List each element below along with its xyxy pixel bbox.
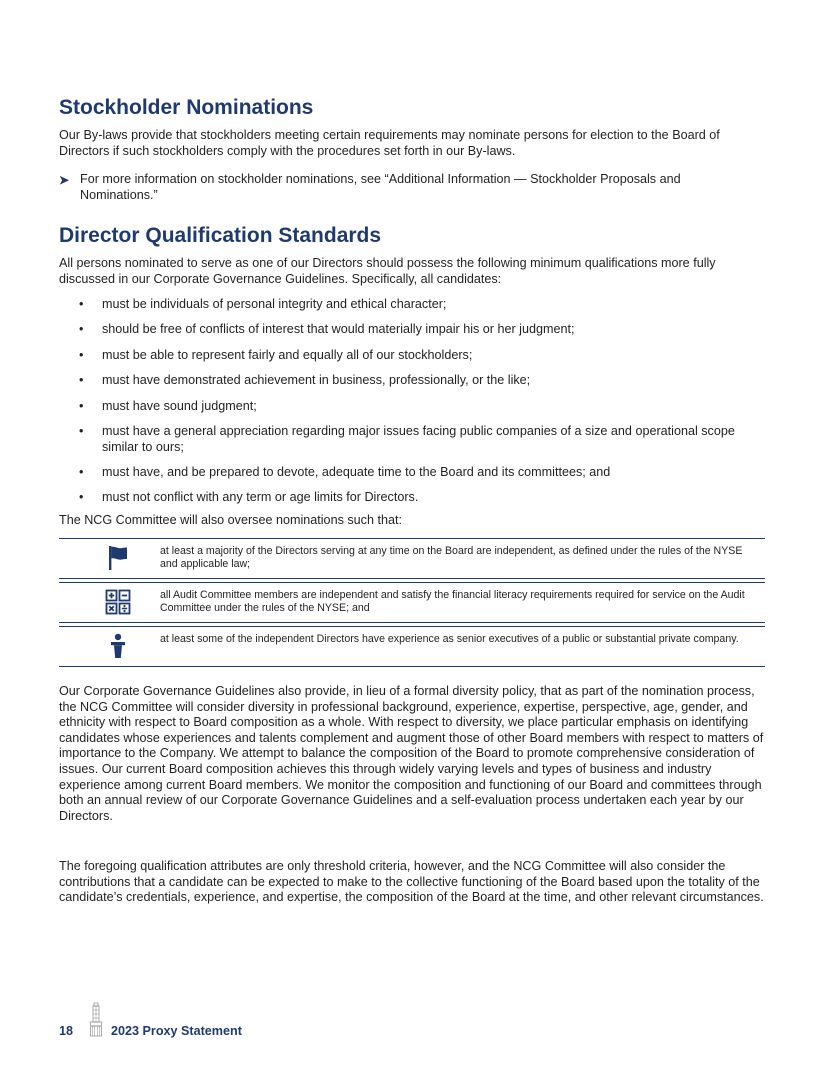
list-item-text: must have demonstrated achievement in business, professionally, or the like; [102,373,531,388]
list-item [59,399,765,415]
chevron-right-icon: ➤ [59,173,70,187]
list-item [59,297,765,313]
list-item [59,348,765,364]
stockholder-nominations-heading: Stockholder Nominations [59,96,314,119]
list-item [59,465,765,481]
bullet-icon: • [79,322,84,337]
table-row [59,627,765,666]
list-item [59,424,765,455]
bullet-icon: • [79,423,84,438]
row-text: all Audit Committee members are independent and satisfy the financial literacy requirements required for service on the Audit Committee under the rules of the NYSE; and [160,589,745,615]
ncg-oversight-table [59,538,765,667]
table-rule [59,666,765,667]
director-qualification-heading: Director Qualification Standards [59,224,382,247]
row-text: at least a majority of the Directors serving at any time on the Board are independent, as defined under the rules of the NYSE and applicable law; [160,545,743,571]
stockholder-nominations-body: Our By-laws provide that stockholders meeting certain requirements may nominate persons for election to the Board of Directors if such stockholders comply with the procedures set forth in our By-laws. [59,128,720,158]
director-qualification-intro: All persons nominated to serve as one of our Directors should possess the following minimum qualifications more fully discussed in our Corporate Governance Guidelines. Specifically, all candidates: [59,256,716,286]
speaker-podium-icon [105,633,131,659]
list-item-text: must not conflict with any term or age limits for Directors. [102,490,419,505]
list-item-text: must be able to represent fairly and equally all of our stockholders; [102,347,473,362]
list-item-text: must have sound judgment; [102,398,257,413]
footer-title: 2023 Proxy Statement [111,1024,242,1038]
list-item [59,373,765,389]
bullet-icon: • [79,373,84,388]
foregoing-paragraph: The foregoing qualification attributes are only threshold criteria, however, and the NCG Committee will also consider the contributions that a candidate can be expected to make to the collective functioning of the Board based upon the totality of the candidate’s credentials, experience, and expertise, the composition of the Board at the time, and other relevant circumstances. [59,859,764,905]
table-row [59,583,765,622]
list-item-text: must have a general appreciation regarding major issues facing public companies of a size and operational scope similar to ours; [102,423,735,454]
bullet-icon: • [79,347,84,362]
table-row [59,539,765,578]
ncg-intro: The NCG Committee will also oversee nominations such that: [59,513,402,527]
row-text: at least some of the independent Directors have experience as senior executives of a public or substantial private company. [160,633,739,645]
page-number: 18 [59,1024,74,1038]
building-logo-icon [89,1002,103,1038]
list-item-text: must have, and be prepared to devote, adequate time to the Board and its committees; and [102,464,611,479]
bullet-icon: • [79,398,84,413]
flag-icon [105,545,131,571]
list-item [59,490,765,506]
page-footer [59,1002,359,1042]
bullet-icon: • [79,297,84,311]
list-item-text: should be free of conflicts of interest that would materially impair his or her judgment; [102,322,575,337]
stockholder-nominations-reference [59,172,759,203]
reference-text: For more information on stockholder nominations, see “Additional Information — Stockholder Proposals and Nominations.” [80,172,681,202]
calculator-icon [105,589,131,615]
list-item-text: must be individuals of personal integrity and ethical character; [102,297,447,311]
guidelines-paragraph: Our Corporate Governance Guidelines also provide, in lieu of a formal diversity policy, that as part of the nomination process, the NCG Committee will consider diversity in professional background, experience, expertise, perspective, age, gender, and ethnicity with respect to Board composition as a whole. With respect to diversity, we place particular emphasis on identifying candidates whose experiences and talents complement and augment those of other Board members with respect to matters of importance to the Company. We attempt to balance the composition of the Board to promote comprehensive consideration of issues. Our current Board composition achieves this through widely varying levels and types of business and industry experience among current Board members. We monitor the composition and functioning of our Board and committees through both an annual review of our Corporate Governance Guidelines and a self-evaluation process undertaken each year by our Directors. [59,684,764,823]
bullet-icon: • [79,490,84,505]
qualification-list [59,297,765,516]
list-item [59,322,765,338]
bullet-icon: • [79,464,84,479]
